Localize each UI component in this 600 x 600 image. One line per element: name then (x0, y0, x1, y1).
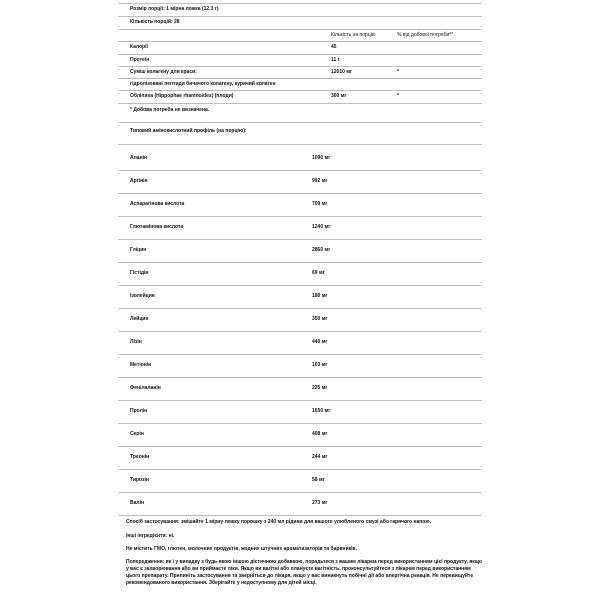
nutrition-row (118, 44, 482, 52)
amino-row (118, 263, 482, 283)
nutrition-header (118, 32, 482, 40)
nutrient-amount: 11 г (331, 57, 340, 63)
other-ingredients: Інші інгредієнти: ні. (126, 533, 175, 539)
nutrition-row (118, 69, 482, 77)
amino-value: 709 мг (312, 201, 328, 207)
nutrient-daily: * (397, 93, 399, 99)
divider (118, 144, 482, 145)
free-from-statement: Не містить ГМО, глютен, молочних продуктів, жодних штучних ароматизаторів та барвників. (126, 546, 357, 552)
daily-value-footnote: * Добова потреба не визначена. (130, 107, 210, 113)
nutrient-name: Суміш колагену для краси: (130, 69, 197, 75)
nutrient-name: Обліпиха (Hippophae rhamnoides) (плоди) (130, 93, 234, 99)
amino-value: 69 мг (312, 270, 325, 276)
amino-row (118, 401, 482, 421)
amino-row (118, 378, 482, 398)
divider (118, 66, 482, 67)
divider (118, 515, 482, 516)
col-daily-header: % від добової потреби** (397, 32, 454, 38)
amino-row (118, 355, 482, 375)
servings-count: Кількість порцій: 28 (130, 19, 180, 25)
amino-value: 180 мг (312, 293, 328, 299)
amino-name: Пролін (130, 408, 148, 414)
col-amount-header: Кількість на порцію (331, 32, 376, 38)
divider (118, 3, 482, 4)
nutrition-row (118, 93, 482, 101)
amino-value: 103 мг (312, 362, 328, 368)
amino-row (118, 171, 482, 191)
amino-value: 1090 мг (312, 155, 331, 161)
divider (118, 122, 482, 123)
amino-value: 440 мг (312, 339, 328, 345)
amino-row (118, 240, 482, 260)
amino-value: 58 мг (312, 477, 325, 483)
amino-name: Метіонін (130, 362, 152, 368)
amino-name: Лейцин (130, 316, 149, 322)
amino-value: 273 мг (312, 500, 328, 506)
divider (118, 29, 482, 30)
amino-name: Аланін (130, 155, 147, 161)
amino-value: 1650 мг (312, 408, 331, 414)
amino-name: Лізін (130, 339, 142, 345)
amino-name: Аспарагінова кислота (130, 201, 185, 207)
amino-value: 408 мг (312, 431, 328, 437)
divider (118, 103, 482, 104)
nutrition-row (118, 81, 482, 89)
amino-row (118, 493, 482, 513)
amino-row (118, 470, 482, 490)
divider (118, 16, 482, 17)
amino-name: Глютамінова кислота (130, 224, 184, 230)
amino-row (118, 424, 482, 444)
amino-name: Гістідін (130, 270, 149, 276)
amino-row (118, 286, 482, 306)
nutrient-name: Калорії (130, 44, 148, 50)
amino-row (118, 309, 482, 329)
nutrient-amount: 12010 мг (331, 69, 353, 75)
amino-value: 350 мг (312, 316, 328, 322)
nutrient-name: Протеїн (130, 57, 150, 63)
amino-value: 225 мг (312, 385, 328, 391)
amino-name: Тирозін (130, 477, 149, 483)
amino-title-row (118, 128, 482, 136)
amino-row (118, 194, 482, 214)
divider (118, 90, 482, 91)
amino-row (118, 217, 482, 237)
amino-name: Валін (130, 500, 144, 506)
amino-name: Гліцин (130, 247, 147, 253)
nutrition-row (118, 57, 482, 65)
amino-name: Серін (130, 431, 144, 437)
warning-text: Попередження: як і у випадку з будь-якою іншою дієтичною добавкою, порадьтеся з вашим лікарем перед використанням цієї продукту, якщо у вас є захворювання або ви приймаєте ліки. Якщо ви вагітні або плануєте вагітність, проконсультуйтеся з лікарем перед використанням цього препарату. Припиніть застосування та зверніться до лікаря, якщо у вас виникнуть побічні дії або алергічна реакція. Не перевищуйте рекомендованого використання. Зберігайте у недоступному для дітей місці. (126, 559, 482, 586)
amino-profile-title: Типовий амінокислотний профіль (на порцію): (130, 128, 247, 134)
divider (118, 54, 482, 55)
serving-size: Розмір порції: 1 мірна ложка (12.3 г) (130, 6, 219, 12)
amino-value: 1240 мг (312, 224, 331, 230)
serving-size-row (118, 6, 482, 14)
amino-value: 244 мг (312, 454, 328, 460)
servings-row (118, 19, 482, 27)
footnote-row (118, 107, 482, 115)
divider (118, 78, 482, 79)
divider (118, 41, 482, 42)
amino-row (118, 447, 482, 467)
nutrient-amount: 45 (331, 44, 337, 50)
amino-row (118, 148, 482, 168)
amino-name: Треонін (130, 454, 150, 460)
amino-row (118, 332, 482, 352)
nutrient-amount: 300 мг (331, 93, 347, 99)
nutrient-daily: * (397, 69, 399, 75)
nutrient-name: гідролізовані пептиди бичачого колагену, курячий колаген (130, 81, 276, 87)
amino-name: Фенілаланін (130, 385, 161, 391)
amino-name: Ізолейцин (130, 293, 155, 299)
amino-name: Аргінін (130, 178, 148, 184)
amino-value: 2860 мг (312, 247, 331, 253)
amino-value: 992 мг (312, 178, 328, 184)
usage-directions: Спосіб застосування: змішайте 1 мірну ложку порошку з 240 мл рідини для вашого улюбленого смузі або гарячого напою. (126, 519, 431, 525)
